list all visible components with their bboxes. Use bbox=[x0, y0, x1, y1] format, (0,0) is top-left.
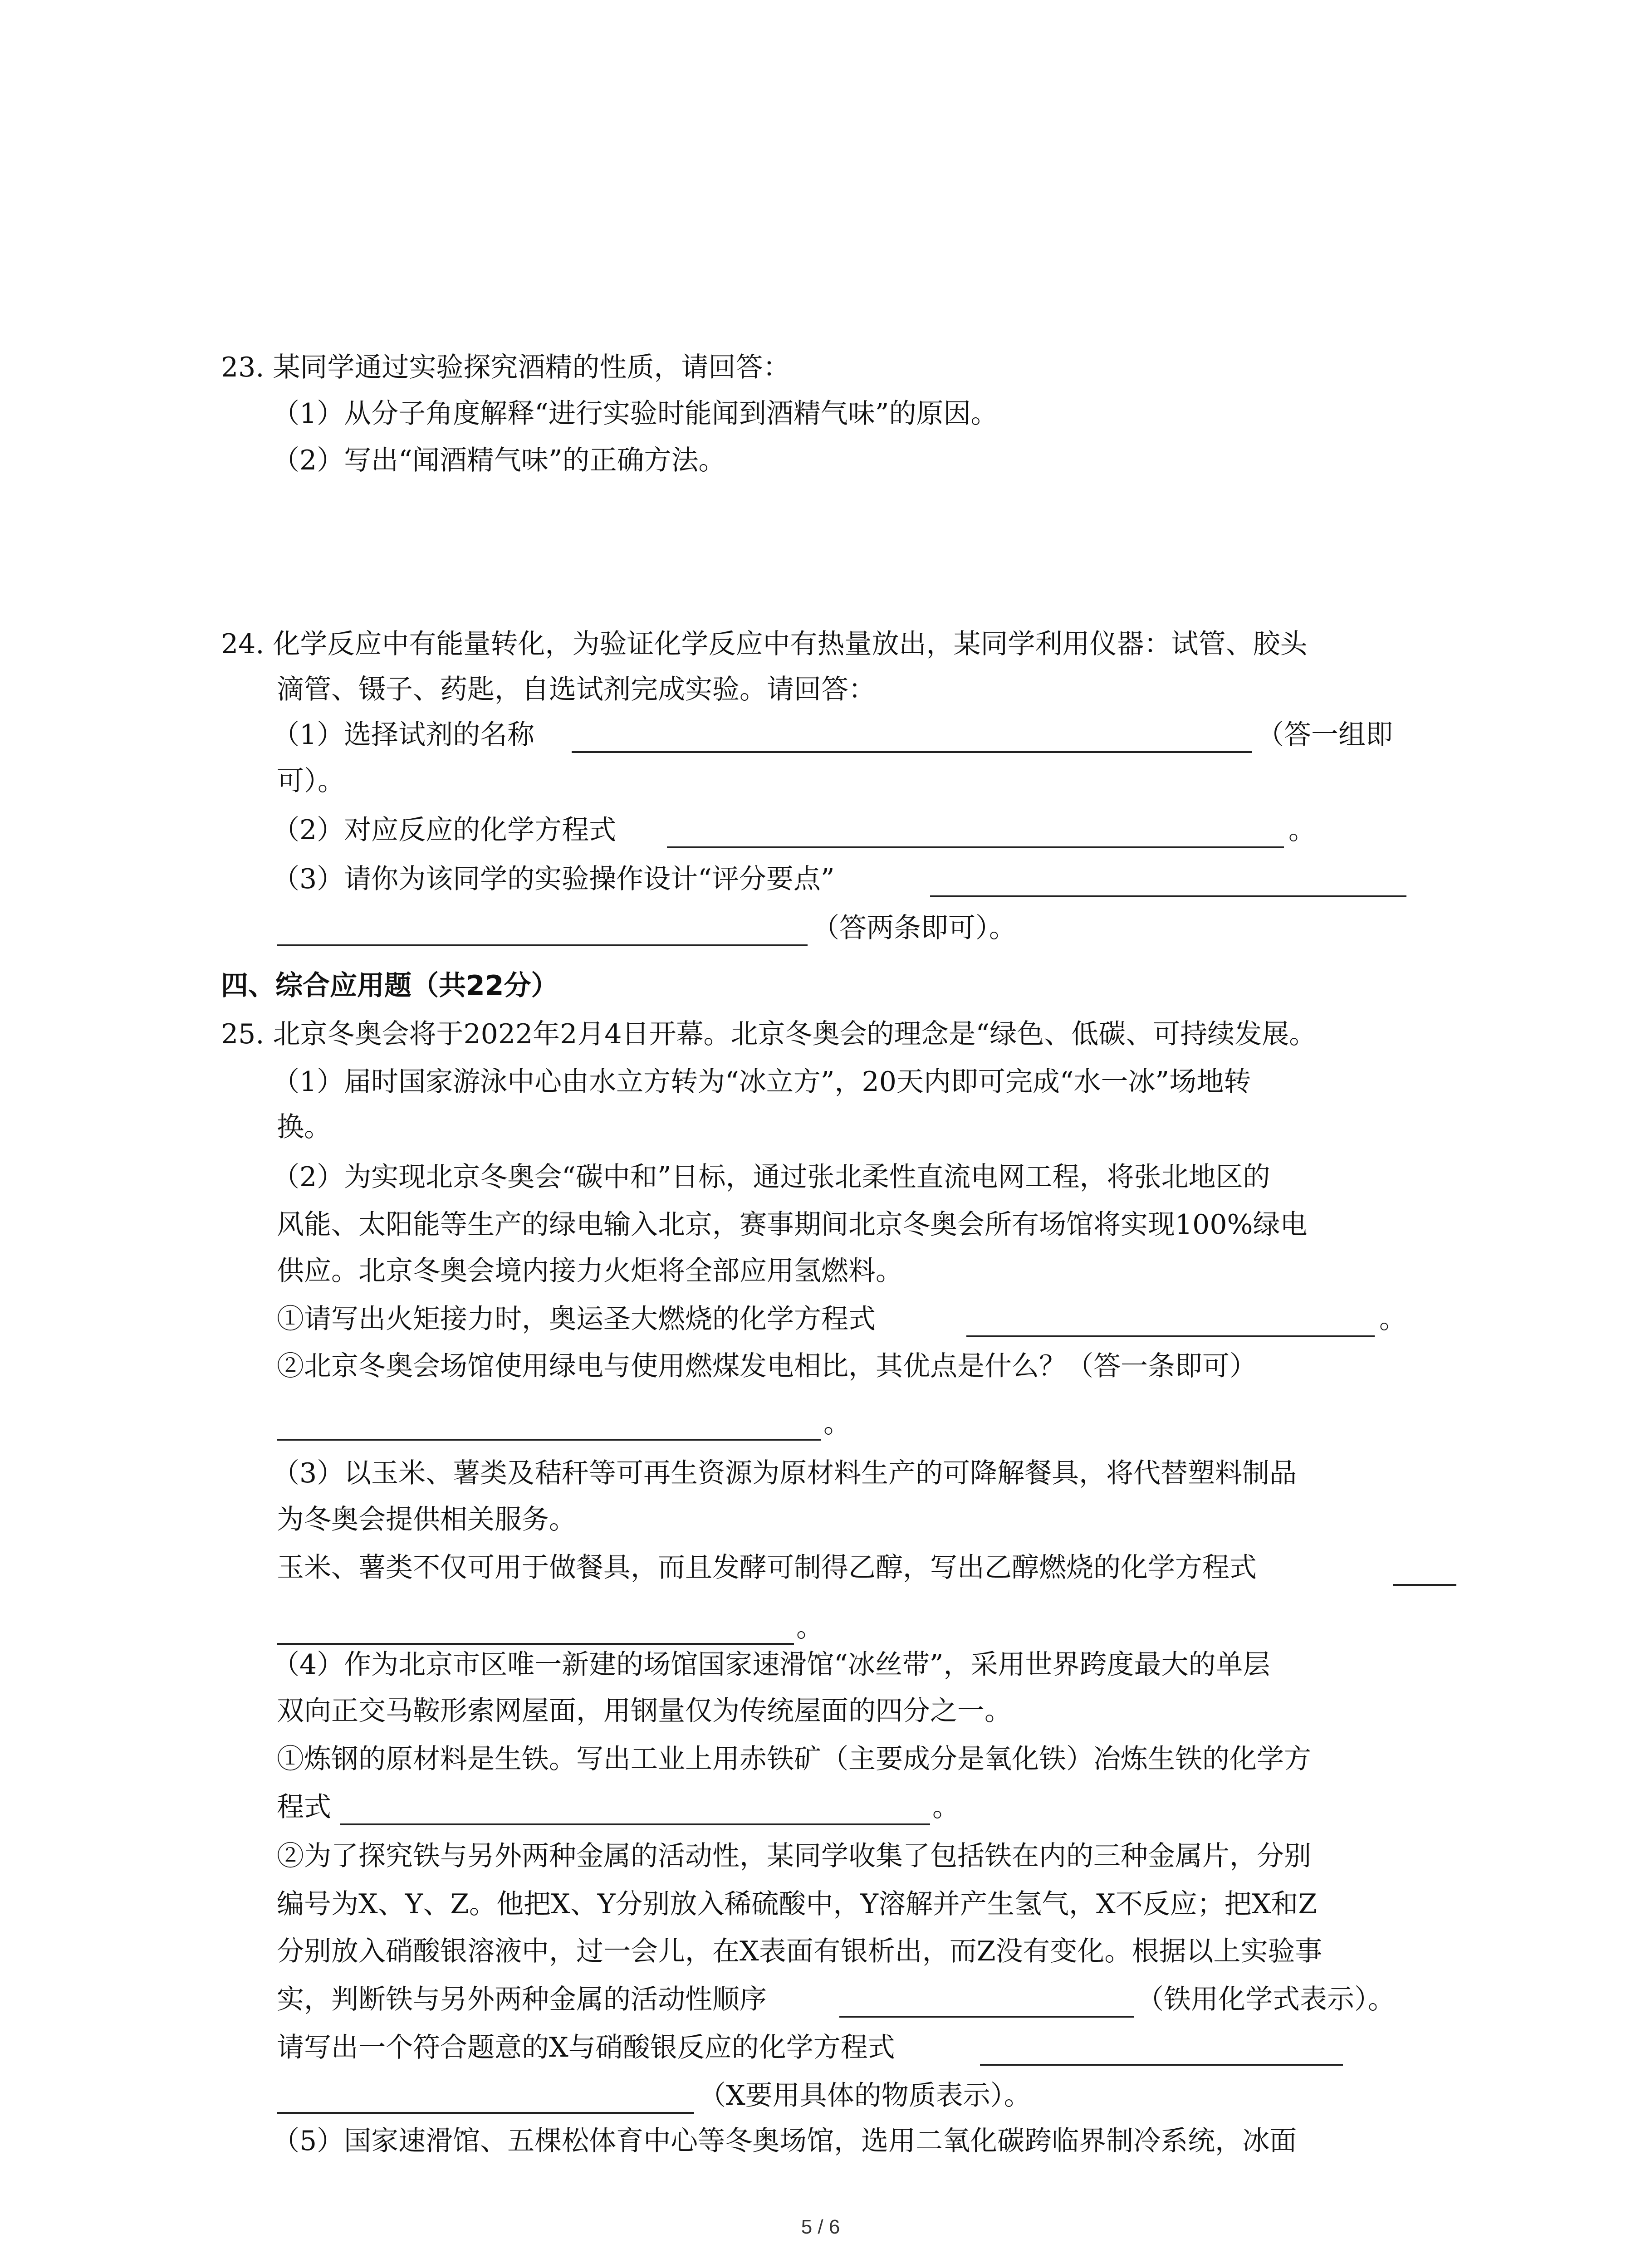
q25-part4-b-equation-answer-line-1[interactable] bbox=[980, 2064, 1343, 2066]
q25-part3-line3: 玉米、薯类不仅可用于做餐具，而且发酵可制得乙醇，写出乙醇燃烧的化学方程式 bbox=[277, 1552, 1257, 1584]
q25-stem: 25. 北京冬奥会将于2022年2月4日开幕。北京冬奥会的理念是“绿色、低碳、可持续发展。 bbox=[221, 1018, 1317, 1050]
q24-part3-answer-line-1[interactable] bbox=[930, 895, 1406, 897]
q25-part4-b-line1: ②为了探究铁与另外两种金属的活动性，某同学收集了包括铁在内的三种金属片，分别 bbox=[277, 1840, 1311, 1872]
q25-part2-line2: 风能、太阳能等生产的绿电输入北京，赛事期间北京冬奥会所有场馆将实现100%绿电 bbox=[277, 1209, 1308, 1241]
q25-part4-b-line4-label: 实，判断铁与另外两种金属的活动性顺序 bbox=[277, 1984, 767, 2015]
q25-part2-b-answer-line[interactable] bbox=[277, 1439, 821, 1441]
page-number: 5 / 6 bbox=[801, 2216, 840, 2238]
q24-part2-label: （2）对应反应的化学方程式 bbox=[272, 814, 617, 846]
q25-part1-line1: （1）届时国家游泳中心由水立方转为“冰立方”，20天内即可完成“水一冰”场地转 bbox=[272, 1066, 1251, 1098]
q25-part2-b-period: 。 bbox=[823, 1408, 851, 1439]
q25-part1-line2: 换。 bbox=[277, 1111, 331, 1143]
q24-part3-label: （3）请你为该同学的实验操作设计“评分要点” bbox=[272, 863, 835, 895]
q25-part2-a-answer-line[interactable] bbox=[966, 1335, 1375, 1337]
section-title: 四、综合应用题（共22分） bbox=[221, 970, 558, 1002]
q24-part2-answer-line[interactable] bbox=[667, 846, 1284, 848]
q25-part2-line3: 供应。北京冬奥会境内接力火炬将全部应用氢燃料。 bbox=[277, 1255, 903, 1287]
q25-part2-a-label: ①请写出火矩接力时，奥运圣大燃烧的化学方程式 bbox=[277, 1303, 876, 1335]
q25-part4-line2: 双向正交马鞍形索网屋面，用钢量仅为传统屋面的四分之一。 bbox=[277, 1695, 1012, 1727]
q25-part3-line2: 为冬奥会提供相关服务。 bbox=[277, 1504, 576, 1535]
q24-stem-line2: 滴管、镊子、药匙，自选试剂完成实验。请回答： bbox=[277, 674, 876, 705]
q23-stem: 23. 某同学通过实验探究酒精的性质，请回答： bbox=[221, 352, 790, 383]
q25-part3-answer-line-1[interactable] bbox=[1393, 1584, 1456, 1586]
q24-part3-answer-line-2[interactable] bbox=[277, 944, 808, 946]
q25-part2-line1: （2）为实现北京冬奥会“碳中和”日标，通过张北柔性直流电网工程，将张北地区的 bbox=[272, 1161, 1270, 1193]
q24-stem-line1: 24. 化学反应中有能量转化，为验证化学反应中有热量放出，某同学利用仪器：试管、胶头 bbox=[221, 628, 1308, 660]
q25-part4-b-line3: 分别放入硝酸银溶液中，过一会儿，在X表面有银析出，而Z没有变化。根据以上实验事 bbox=[277, 1936, 1323, 1967]
q25-part3-line1: （3）以玉米、薯类及秸秆等可再生资源为原材料生产的可降解餐具，将代替塑料制品 bbox=[272, 1457, 1297, 1489]
q25-part5-line1: （5）国家速滑馆、五棵松体育中心等冬奥场馆，选用二氧化碳跨临界制冷系统，冰面 bbox=[272, 2125, 1297, 2157]
q25-part4-b-line5-label: 请写出一个符合题意的X与硝酸银反应的化学方程式 bbox=[277, 2032, 895, 2063]
q24-part3-hint: （答两条即可）。 bbox=[812, 912, 1016, 944]
q25-part4-b-line4-hint: （铁用化学式表示）。 bbox=[1136, 1984, 1395, 2015]
q23-part2: （2）写出“闻酒精气味”的正确方法。 bbox=[272, 445, 726, 476]
q25-part2-b-question: ②北京冬奥会场馆使用绿电与使用燃煤发电相比，其优点是什么？（答一条即可） bbox=[277, 1350, 1257, 1382]
q23-part1: （1）从分子角度解释“进行实验时能闻到酒精气味”的原因。 bbox=[272, 398, 998, 430]
q25-part4-b-equation-answer-line-2[interactable] bbox=[277, 2112, 694, 2114]
q24-part1-label: （1）选择试剂的名称 bbox=[272, 719, 535, 751]
q24-part1-answer-line[interactable] bbox=[572, 751, 1252, 753]
q24-part1-hint: （答一组即 bbox=[1257, 719, 1393, 751]
q25-part4-a-label: 程式 bbox=[277, 1791, 331, 1823]
q25-part4-b-line6-hint: （X要用具体的物质表示）。 bbox=[699, 2080, 1031, 2112]
q25-part4-a-line1: ①炼钢的原材料是生铁。写出工业上用赤铁矿（主要成分是氧化铁）冶炼生铁的化学方 bbox=[277, 1743, 1311, 1775]
q25-part4-b-line2: 编号为X、Y、Z。他把X、Y分别放入稀硫酸中，Y溶解并产生氢气，X不反应；把X和Z bbox=[277, 1888, 1318, 1920]
q24-part2-period: 。 bbox=[1288, 814, 1316, 846]
q24-part1-hint-cont: 可）。 bbox=[277, 765, 345, 797]
q25-part3-answer-line-2[interactable] bbox=[277, 1643, 794, 1645]
q25-part2-a-period: 。 bbox=[1379, 1303, 1406, 1335]
q25-part4-a-answer-line[interactable] bbox=[340, 1823, 930, 1825]
q25-part4-b-order-answer-line[interactable] bbox=[839, 2016, 1134, 2018]
q25-part4-line1: （4）作为北京市区唯一新建的场馆国家速滑馆“冰丝带”，采用世界跨度最大的单层 bbox=[272, 1649, 1270, 1681]
q25-part4-a-period: 。 bbox=[932, 1791, 960, 1823]
q25-part3-period: 。 bbox=[796, 1612, 823, 1643]
